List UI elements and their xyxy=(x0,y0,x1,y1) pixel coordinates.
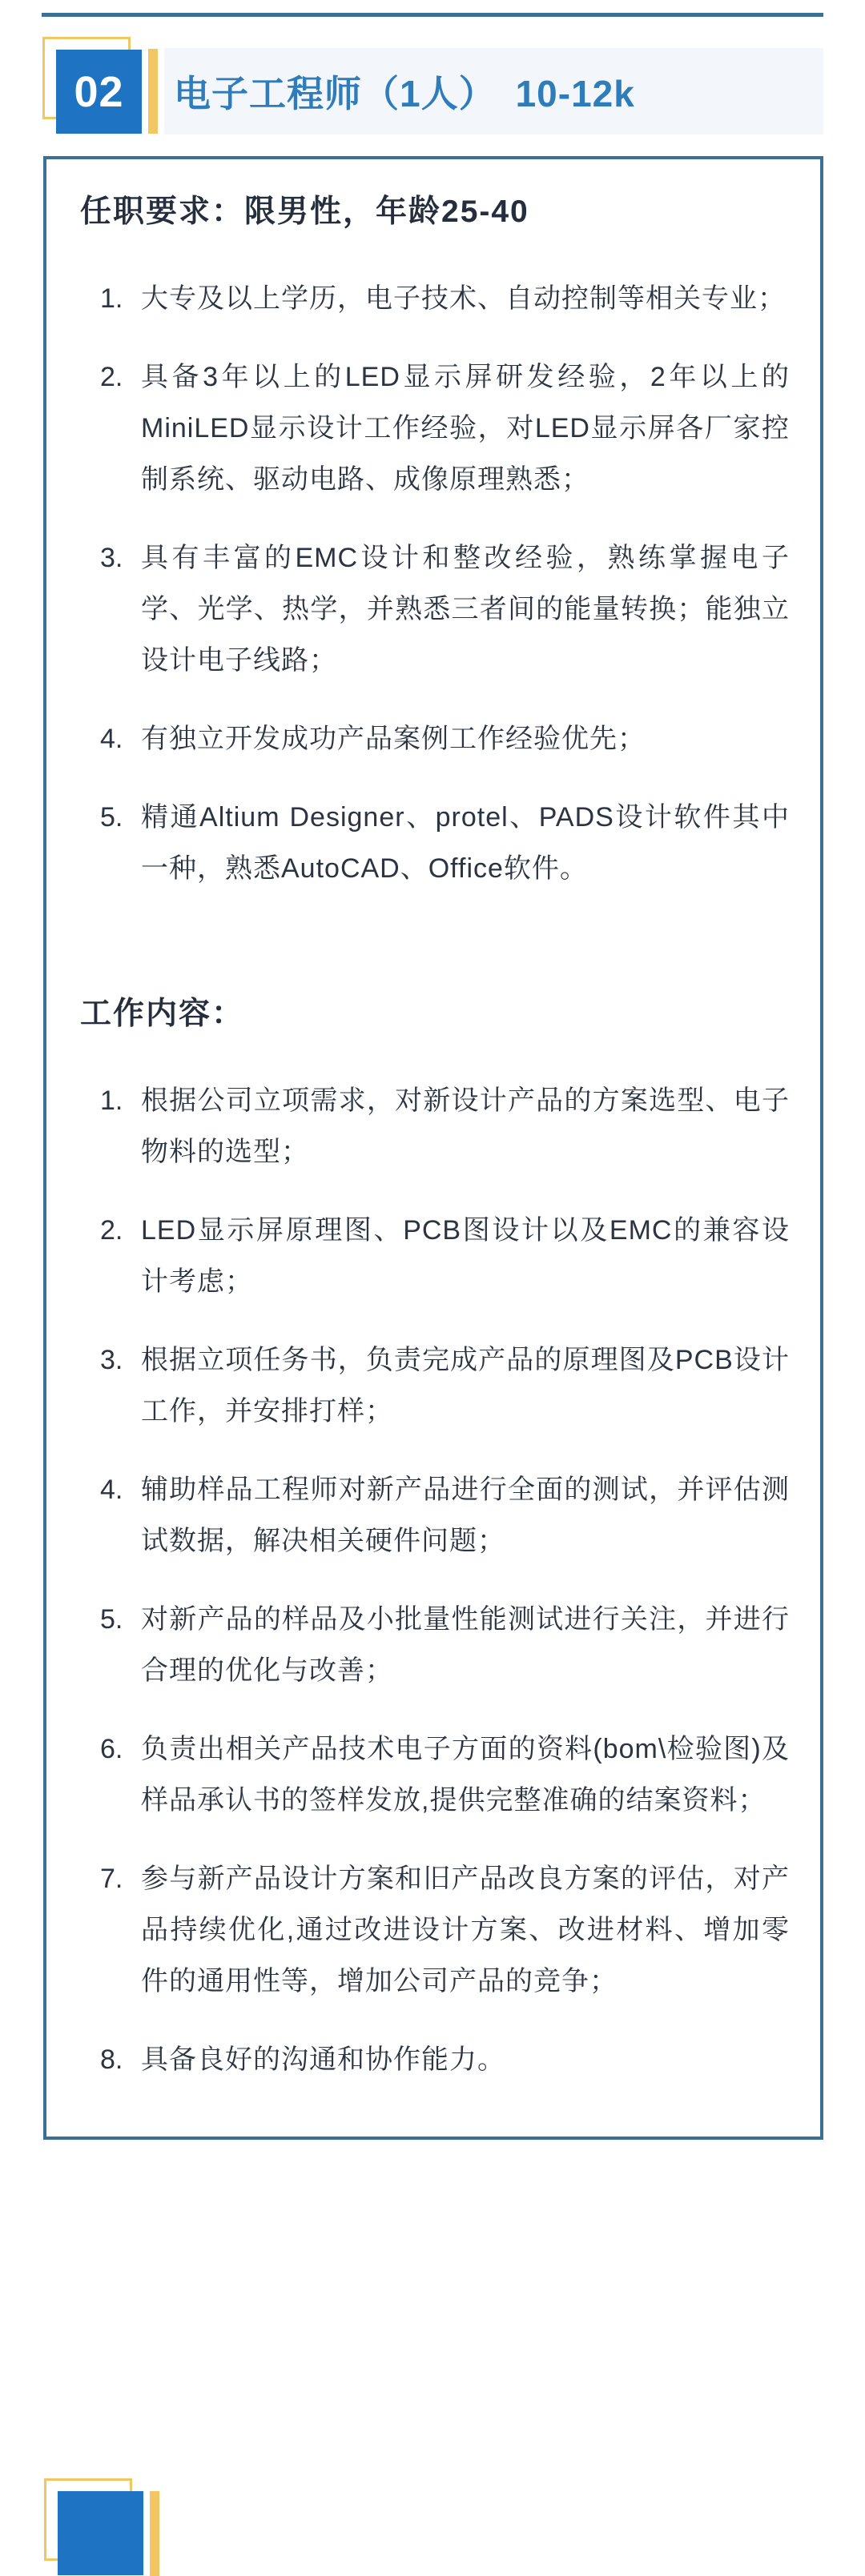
item-number: 8. xyxy=(100,2044,123,2075)
item-number: 3. xyxy=(100,543,123,573)
duties-heading: 工作内容： xyxy=(80,997,245,1031)
section-number: 02 xyxy=(74,67,124,116)
job-title: 电子工程师（1人） 10-12k xyxy=(174,73,635,114)
item-text: 大专及以上学历，电子技术、自动控制等相关专业； xyxy=(141,283,786,314)
item-text: 对新产品的样品及小批量性能测试进行关注，并进行合理的优化与改善； xyxy=(141,1604,790,1686)
item-number: 1. xyxy=(100,1085,123,1116)
item-text: 辅助样品工程师对新产品进行全面的测试，并评估测试数据，解决相关硬件问题； xyxy=(141,1475,790,1556)
item-number: 5. xyxy=(100,1604,123,1635)
title-strip xyxy=(164,48,823,134)
job-detail-card xyxy=(43,156,823,2140)
requirements-list xyxy=(80,273,790,894)
item-number: 4. xyxy=(100,724,123,754)
duties-list xyxy=(80,1075,790,2085)
item-text: 参与新产品设计方案和旧产品改良方案的评估，对产品持续优化,通过改进设计方案、改进材料、增加零件的通用性等，增加公司产品的竞争； xyxy=(141,1864,790,1996)
item-text: 根据立项任务书，负责完成产品的原理图及PCB设计工作，并安排打样； xyxy=(141,1345,790,1426)
section-divider-line xyxy=(42,13,823,17)
requirement-item xyxy=(80,532,790,686)
item-number: 4. xyxy=(100,1475,123,1505)
item-text: 根据公司立项需求，对新设计产品的方案选型、电子物料的选型； xyxy=(141,1085,790,1167)
requirement-item xyxy=(80,713,790,764)
duty-item xyxy=(80,1205,790,1307)
item-text: 精通Altium Designer、protel、PADS设计软件其中一种，熟悉AutoCAD、Office软件。 xyxy=(141,802,790,884)
item-number: 7. xyxy=(100,1864,123,1894)
requirement-item xyxy=(80,792,790,894)
duty-item xyxy=(80,1723,790,1826)
item-number: 6. xyxy=(100,1734,123,1764)
requirements-heading: 任职要求：限男性，年龄25-40 xyxy=(80,195,529,229)
item-text: 具备良好的沟通和协作能力。 xyxy=(141,2044,505,2075)
duty-item xyxy=(80,1853,790,2007)
item-text: 负责出相关产品技术电子方面的资料(bom\检验图)及样品承认书的签样发放,提供完整准确的结案资料； xyxy=(141,1734,790,1816)
yellow-accent-bar xyxy=(148,49,158,134)
duty-item xyxy=(80,1464,790,1567)
item-number: 5. xyxy=(100,802,123,833)
requirement-item xyxy=(80,351,790,505)
duty-item xyxy=(80,2034,790,2085)
duty-item xyxy=(80,1334,790,1437)
item-number: 1. xyxy=(100,283,123,314)
item-number: 2. xyxy=(100,1215,123,1246)
item-number: 2. xyxy=(100,362,123,392)
item-text: 具有丰富的EMC设计和整改经验，熟练掌握电子学、光学、热学，并熟悉三者间的能量转换；能独立设计电子线路； xyxy=(141,543,790,676)
next-section-accent-bar xyxy=(150,2491,159,2576)
duty-item xyxy=(80,1075,790,1178)
item-text: LED显示屏原理图、PCB图设计以及EMC的兼容设计考虑； xyxy=(141,1215,790,1297)
item-text: 具备3年以上的LED显示屏研发经验，2年以上的MiniLED显示设计工作经验，对LED显示屏各厂家控制系统、驱动电路、成像原理熟悉； xyxy=(141,362,790,495)
section-number-badge xyxy=(56,50,142,134)
item-text: 有独立开发成功产品案例工作经验优先； xyxy=(141,724,646,754)
next-section-badge xyxy=(58,2491,143,2575)
requirement-item xyxy=(80,273,790,324)
item-number: 3. xyxy=(100,1345,123,1375)
duty-item xyxy=(80,1594,790,1696)
